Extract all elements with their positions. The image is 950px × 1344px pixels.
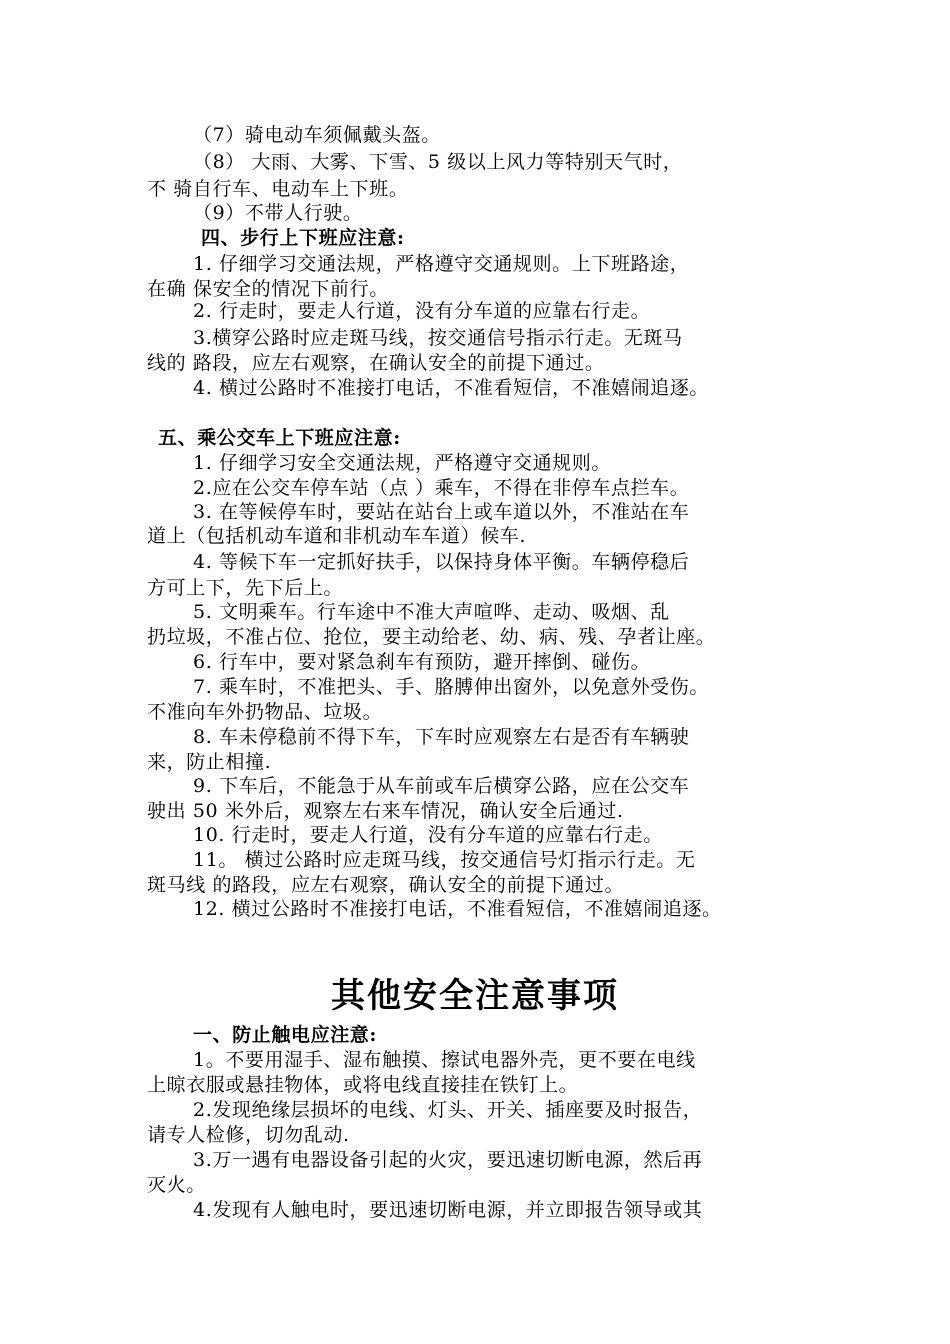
text-line: （8） 大雨、大雾、下雪、5 级以上风力等特别天气时， xyxy=(193,151,683,173)
text-line: 9. 下车后，不能急于从车前或车后横穿公路，应在公交车 xyxy=(193,775,690,797)
text-line: 道上（包括机动车道和非机动车车道）候车. xyxy=(147,525,527,547)
text-line: 7. 乘车时，不准把头、手、胳膊伸出窗外，以免意外受伤。 xyxy=(193,676,709,698)
text-line: 不准向车外扔物品、垃圾。 xyxy=(147,701,383,723)
text-line: 5. 文明乘车。行车途中不准大声喧哗、走动、吸烟、乱 xyxy=(193,601,670,623)
text-line: 1. 仔细学习交通法规，严格遵守交通规则。上下班路途， xyxy=(193,253,690,275)
text-line: 10. 行走时，要走人行道，没有分车道的应靠右行走。 xyxy=(193,824,663,846)
text-line: 2. 行走时，要走人行道，没有分车道的应靠右行走。 xyxy=(193,300,651,322)
text-line: 3. 在等候停车时，要站在站台上或车道以外，不准站在车 xyxy=(193,501,690,523)
text-line: 2.应在公交车停车站（点 ）乘车，不得在非停车点拦车。 xyxy=(193,477,690,499)
text-line: 4.发现有人触电时，要迅速切断电源，并立即报告领导或其 xyxy=(193,1199,703,1221)
text-line: 11。 横过公路时应走斑马线，按交通信号灯指示行走。无 xyxy=(193,849,696,871)
text-line: 上晾衣服或悬挂物体，或将电线直接挂在铁钉上。 xyxy=(147,1074,579,1096)
text-line: 在确 保安全的情况下前行。 xyxy=(147,278,389,300)
text-line: 扔垃圾，不准占位、抢位，要主动给老、幼、病、残、孕者让座。 xyxy=(147,626,716,648)
text-line: 斑马线 的路段，应左右观察，确认安全的前提下通过。 xyxy=(147,874,625,896)
text-line: 3.横穿公路时应走斑马线，按交通信号指示行走。无斑马 xyxy=(193,327,683,349)
section-heading: 五、乘公交车上下班应注意: xyxy=(158,427,401,449)
text-line: 请专人检修，切勿乱动. xyxy=(147,1124,350,1146)
text-line: （9）不带人行驶。 xyxy=(193,202,363,224)
text-line: 4. 等候下车一定抓好扶手，以保持身体平衡。车辆停稳后 xyxy=(193,551,690,573)
text-line: 1。不要用湿手、湿布触摸、擦试电器外壳，更不要在电线 xyxy=(193,1049,696,1071)
text-line: 方可上下，先下后上。 xyxy=(147,577,344,599)
text-line: 12. 横过公路时不准接打电话，不准看短信，不准嬉闹追逐。 xyxy=(193,898,722,920)
text-line: （7）骑电动车须佩戴头盔。 xyxy=(193,124,441,146)
text-line: 1. 仔细学习安全交通法规，严格遵守交通规则。 xyxy=(193,452,611,474)
text-line: 灭火。 xyxy=(147,1174,206,1196)
text-line: 2.发现绝缘层损坏的电线、灯头、开关、插座要及时报告， xyxy=(193,1099,703,1121)
text-line: 线的 路段，应左右观察，在确认安全的前提下通过。 xyxy=(147,352,605,374)
section-heading: 一、防止触电应注意: xyxy=(193,1024,378,1046)
page-title: 其他安全注意事项 xyxy=(331,976,619,1016)
text-line: 3.万一遇有电器设备引起的火灾，要迅速切断电源，然后再 xyxy=(193,1149,703,1171)
text-line: 不 骑自行车、电动车上下班。 xyxy=(147,178,409,200)
text-line: 6. 行车中，要对紧急刹车有预防，避开摔倒、碰伤。 xyxy=(193,651,651,673)
text-line: 4. 横过公路时不准接打电话，不准看短信，不准嬉闹追逐。 xyxy=(193,377,709,399)
section-heading: 四、步行上下班应注意: xyxy=(201,227,405,249)
text-line: 来，防止相撞. xyxy=(147,751,272,773)
text-line: 8. 车未停稳前不得下车，下车时应观察左右是否有车辆驶 xyxy=(193,726,690,748)
text-line: 驶出 50 米外后，观察左右来车情况，确认安全后通过. xyxy=(147,800,624,822)
